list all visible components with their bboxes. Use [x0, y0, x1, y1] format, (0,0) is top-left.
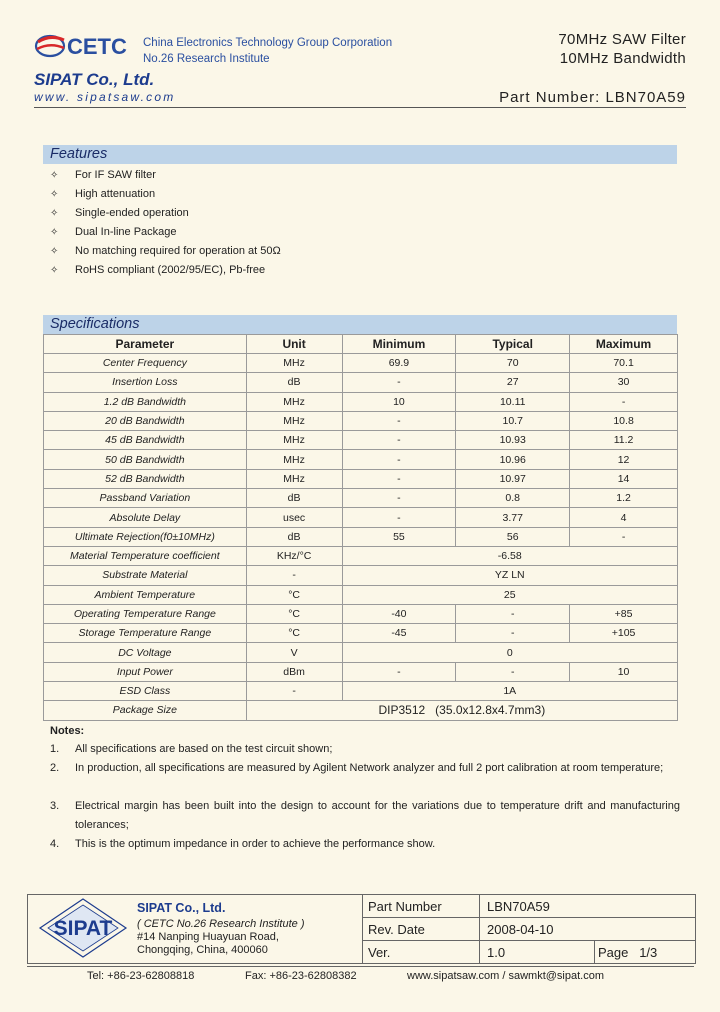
param-cell: Input Power	[44, 662, 247, 681]
param-cell: 50 dB Bandwidth	[44, 450, 247, 469]
param-cell: Center Frequency	[44, 354, 247, 373]
typ-cell: 10.7	[456, 411, 570, 430]
param-cell: Material Temperature coefficient	[44, 546, 247, 565]
unit-cell: °C	[246, 624, 342, 643]
col-unit: Unit	[246, 335, 342, 354]
version-value: 1.0	[487, 945, 506, 960]
table-row	[44, 662, 678, 681]
col-typical: Typical	[456, 335, 570, 354]
value-cell: DIP3512 (35.0x12.8x4.7mm3)	[246, 701, 677, 720]
typ-cell: -	[456, 624, 570, 643]
param-cell: 1.2 dB Bandwidth	[44, 392, 247, 411]
param-cell: 20 dB Bandwidth	[44, 411, 247, 430]
max-cell: +105	[570, 624, 678, 643]
unit-cell: dB	[246, 489, 342, 508]
min-cell: -40	[342, 604, 456, 623]
table-row	[44, 527, 678, 546]
min-cell: -	[342, 373, 456, 392]
typ-cell: -	[456, 604, 570, 623]
cetc-logo	[34, 30, 134, 62]
min-cell: -	[342, 431, 456, 450]
value-cell: 25	[342, 585, 678, 604]
bullet-icon: ✧	[50, 170, 59, 181]
table-row	[44, 354, 678, 373]
table-row	[44, 604, 678, 623]
feature-item: ✧ RoHS compliant (2002/95/EC), Pb-free	[50, 261, 281, 280]
footer-divider	[362, 940, 695, 941]
note-item: 4. This is the optimum impedance in order to achieve the performance show.	[50, 838, 436, 850]
org-name	[143, 35, 392, 67]
feature-item: ✧ For IF SAW filter	[50, 166, 281, 185]
min-cell: 69.9	[342, 354, 456, 373]
table-row	[44, 643, 678, 662]
feature-item: ✧ Dual In-line Package	[50, 223, 281, 242]
max-cell: 10.8	[570, 411, 678, 430]
feature-item: ✧ Single-ended operation	[50, 204, 281, 223]
typ-cell: 56	[456, 527, 570, 546]
param-cell: Ultimate Rejection(f0±10MHz)	[44, 527, 247, 546]
bullet-icon: ✧	[50, 189, 59, 200]
unit-cell: MHz	[246, 450, 342, 469]
telephone: Tel: +86-23-62808818	[87, 970, 195, 982]
max-cell: 12	[570, 450, 678, 469]
table-row	[44, 450, 678, 469]
specifications-header	[43, 315, 677, 334]
min-cell: -	[342, 508, 456, 527]
note-item: 1. All specifications are based on the test circuit shown;	[50, 743, 333, 755]
param-cell: 52 dB Bandwidth	[44, 469, 247, 488]
typ-cell: 27	[456, 373, 570, 392]
footer-divider	[594, 940, 595, 964]
typ-cell: 10.97	[456, 469, 570, 488]
unit-cell: KHz/°C	[246, 546, 342, 565]
bullet-icon: ✧	[50, 265, 59, 276]
product-line1: 70MHz SAW Filter	[558, 31, 686, 48]
rev-date-label: Rev. Date	[368, 922, 425, 937]
typ-cell: 10.96	[456, 450, 570, 469]
table-row	[44, 508, 678, 527]
typ-cell: 0.8	[456, 489, 570, 508]
unit-cell: usec	[246, 508, 342, 527]
param-cell: Insertion Loss	[44, 373, 247, 392]
header-divider	[34, 107, 686, 108]
unit-cell: MHz	[246, 354, 342, 373]
min-cell: -	[342, 489, 456, 508]
footer-divider	[362, 917, 695, 918]
cetc-logo-text: CETC	[67, 34, 127, 59]
table-row	[44, 469, 678, 488]
unit-cell: dB	[246, 527, 342, 546]
bullet-icon: ✧	[50, 208, 59, 219]
rev-date-value: 2008-04-10	[487, 922, 554, 937]
table-row	[44, 682, 678, 701]
param-cell: Absolute Delay	[44, 508, 247, 527]
max-cell: -	[570, 392, 678, 411]
footer-divider	[362, 894, 363, 964]
min-cell: -	[342, 450, 456, 469]
unit-cell: dBm	[246, 662, 342, 681]
company-name: SIPAT Co., Ltd.	[34, 70, 155, 89]
part-number-value: LBN70A59	[487, 899, 550, 914]
param-cell: Substrate Material	[44, 566, 247, 585]
param-cell: 45 dB Bandwidth	[44, 431, 247, 450]
value-cell: -6.58	[342, 546, 678, 565]
typ-cell: -	[456, 662, 570, 681]
unit-cell: °C	[246, 604, 342, 623]
typ-cell: 70	[456, 354, 570, 373]
max-cell: -	[570, 527, 678, 546]
param-cell: Package Size	[44, 701, 247, 720]
max-cell: 14	[570, 469, 678, 488]
col-maximum: Maximum	[570, 335, 678, 354]
min-cell: -	[342, 411, 456, 430]
param-cell: Operating Temperature Range	[44, 604, 247, 623]
max-cell: 1.2	[570, 489, 678, 508]
bullet-icon: ✧	[50, 246, 59, 257]
max-cell: 70.1	[570, 354, 678, 373]
table-row	[44, 373, 678, 392]
table-row	[44, 546, 678, 565]
part-number: Part Number: LBN70A59	[499, 89, 686, 106]
specifications-title: Specifications	[50, 316, 140, 332]
table-row	[44, 411, 678, 430]
sipat-logo	[38, 897, 128, 959]
param-cell: Ambient Temperature	[44, 585, 247, 604]
feature-item: ✧ No matching required for operation at 50Ω	[50, 242, 281, 261]
table-row	[44, 566, 678, 585]
table-header-row	[44, 335, 678, 354]
col-parameter: Parameter	[44, 335, 247, 354]
col-minimum: Minimum	[342, 335, 456, 354]
company-website[interactable]: www. sipatsaw.com	[34, 90, 176, 104]
table-row	[44, 431, 678, 450]
footer-line2: #14 Nanping Huayuan Road,	[137, 931, 279, 943]
contact-web-email[interactable]: www.sipatsaw.com / sawmkt@sipat.com	[407, 970, 604, 982]
unit-cell: MHz	[246, 431, 342, 450]
fax: Fax: +86-23-62808382	[245, 970, 357, 982]
table-row	[44, 585, 678, 604]
note-item: 2. In production, all specifications are measured by Agilent Network analyzer and full 2 port calibration at room temperature;	[50, 762, 664, 774]
unit-cell: -	[246, 566, 342, 585]
value-cell: YZ LN	[342, 566, 678, 585]
max-cell: 30	[570, 373, 678, 392]
unit-cell: MHz	[246, 392, 342, 411]
footer-company: SIPAT Co., Ltd.	[137, 901, 226, 915]
max-cell: 4	[570, 508, 678, 527]
product-line2: 10MHz Bandwidth	[559, 50, 686, 67]
param-cell: Passband Variation	[44, 489, 247, 508]
footer-line1: ( CETC No.26 Research Institute )	[137, 918, 305, 930]
unit-cell: MHz	[246, 411, 342, 430]
footer-line3: Chongqing, China, 400060	[137, 944, 268, 956]
version-label: Ver.	[368, 945, 391, 960]
bullet-icon: ✧	[50, 227, 59, 238]
page-indicator: Page 1/3	[598, 945, 658, 960]
unit-cell: V	[246, 643, 342, 662]
features-header	[43, 145, 677, 164]
min-cell: -45	[342, 624, 456, 643]
features-title: Features	[50, 146, 108, 162]
max-cell: 10	[570, 662, 678, 681]
org-line1: China Electronics Technology Group Corporation	[143, 37, 393, 49]
min-cell: -	[342, 469, 456, 488]
footer-divider	[479, 894, 480, 964]
sipat-logo-text: SIPAT	[53, 917, 113, 940]
org-line2: No.26 Research Institute	[143, 53, 270, 65]
part-number-label: Part Number	[368, 899, 442, 914]
product-title	[558, 30, 686, 68]
table-row	[44, 624, 678, 643]
min-cell: 55	[342, 527, 456, 546]
notes-title: Notes:	[50, 725, 85, 737]
value-cell: 0	[342, 643, 678, 662]
typ-cell: 3.77	[456, 508, 570, 527]
typ-cell: 10.93	[456, 431, 570, 450]
unit-cell: °C	[246, 585, 342, 604]
unit-cell: -	[246, 682, 342, 701]
note-item: 3. Electrical margin has been built into the design to account for the variations due to temperature drift and manufacturing tolerances;	[50, 800, 680, 831]
param-cell: ESD Class	[44, 682, 247, 701]
table-row	[44, 392, 678, 411]
features-list	[50, 166, 281, 280]
value-cell: 1A	[342, 682, 678, 701]
param-cell: DC Voltage	[44, 643, 247, 662]
max-cell: 11.2	[570, 431, 678, 450]
max-cell: +85	[570, 604, 678, 623]
feature-item: ✧ High attenuation	[50, 185, 281, 204]
min-cell: 10	[342, 392, 456, 411]
typ-cell: 10.11	[456, 392, 570, 411]
param-cell: Storage Temperature Range	[44, 624, 247, 643]
min-cell: -	[342, 662, 456, 681]
table-row	[44, 489, 678, 508]
unit-cell: MHz	[246, 469, 342, 488]
footer-bottom-rule	[27, 966, 694, 967]
table-row	[44, 701, 678, 720]
specifications-table	[43, 334, 678, 721]
unit-cell: dB	[246, 373, 342, 392]
